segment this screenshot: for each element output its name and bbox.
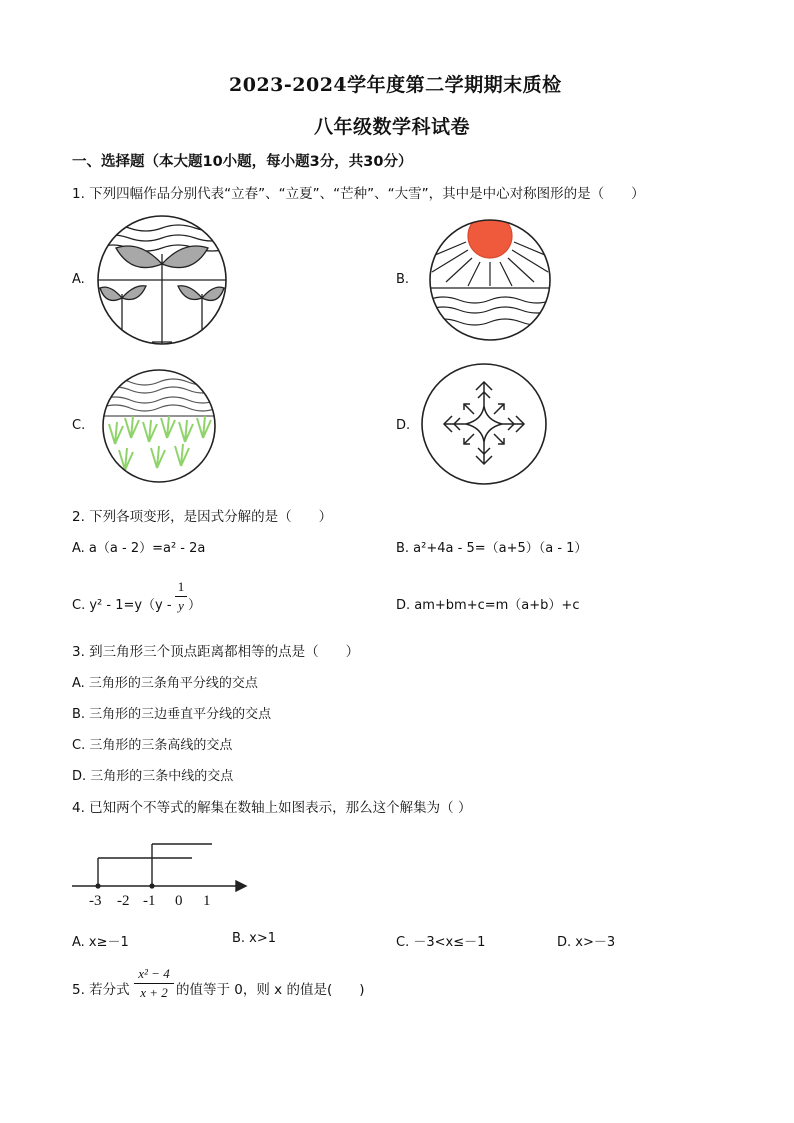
question-5-stem-left: 5. 若分式	[72, 982, 130, 998]
q3-option-a: A. 三角形的三条角平分线的交点	[72, 676, 258, 691]
q5-fraction	[134, 966, 174, 1001]
question-2-stem: 2. 下列各项变形，是因式分解的是（ ）	[72, 509, 333, 525]
axis-tick-label-neg1: -1	[143, 893, 156, 909]
sprout-icon	[96, 214, 228, 346]
axis-tick-label-1: 1	[203, 893, 211, 909]
q2-option-a: A. a（a - 2）=a² - 2a	[72, 541, 206, 556]
q1-option-c-label: C.	[72, 418, 86, 433]
q2-option-c-left: C. y² - 1=y（y -	[72, 598, 172, 613]
q2-option-d: D. am+bm+c=m（a+b）+c	[396, 598, 580, 613]
question-1-stem: 1. 下列四幅作品分别代表“立春”、“立夏”、“芒种”、“大雪”，其中是中心对称图形的是（ ）	[72, 186, 645, 202]
axis-tick-label-0: 0	[175, 893, 183, 909]
page-title: 2023-2024学年度第二学期期末质检	[229, 74, 562, 96]
q4-option-c: C. －3<x≤－1	[396, 935, 486, 950]
sun-icon	[428, 218, 552, 342]
q3-option-c: C. 三角形的三条高线的交点	[72, 738, 233, 753]
page-subtitle: 八年级数学科试卷	[314, 116, 471, 138]
question-3-stem: 3. 到三角形三个顶点距离都相等的点是（ ）	[72, 644, 360, 660]
q3-option-d: D. 三角形的三条中线的交点	[72, 769, 234, 784]
q5-denominator: x + 2	[140, 985, 168, 1000]
section-heading: 一、选择题（本大题10小题，每小题3分，共30分）	[72, 154, 413, 170]
grass-icon	[101, 368, 217, 484]
q1-option-b-label: B.	[396, 272, 410, 287]
q2-c-denominator: y	[178, 598, 184, 613]
axis-tick-label-neg3: -3	[89, 893, 102, 909]
q1-option-a-label: A.	[72, 272, 85, 287]
q2-option-b: B. a²+4a - 5=（a+5）（a - 1）	[396, 541, 588, 556]
question-5-stem-right: 的值等于 0，则 x 的值是( )	[176, 982, 365, 998]
q4-option-a: A. x≥－1	[72, 935, 129, 950]
q2-option-c-fraction	[175, 579, 187, 614]
q1-option-d-label: D.	[396, 418, 411, 433]
q4-option-d: D. x>－3	[557, 935, 616, 950]
q5-numerator: x² − 4	[138, 966, 170, 981]
snowflake-icon	[420, 362, 548, 486]
q4-option-b: B. x>1	[232, 931, 277, 946]
axis-tick-label-neg2: -2	[117, 893, 130, 909]
question-4-stem: 4. 已知两个不等式的解集在数轴上如图表示，那么这个解集为（ ）	[72, 800, 472, 816]
q2-option-c-right: ）	[188, 598, 202, 613]
q3-option-b: B. 三角形的三边垂直平分线的交点	[72, 707, 272, 722]
q2-c-numerator: 1	[177, 579, 185, 594]
